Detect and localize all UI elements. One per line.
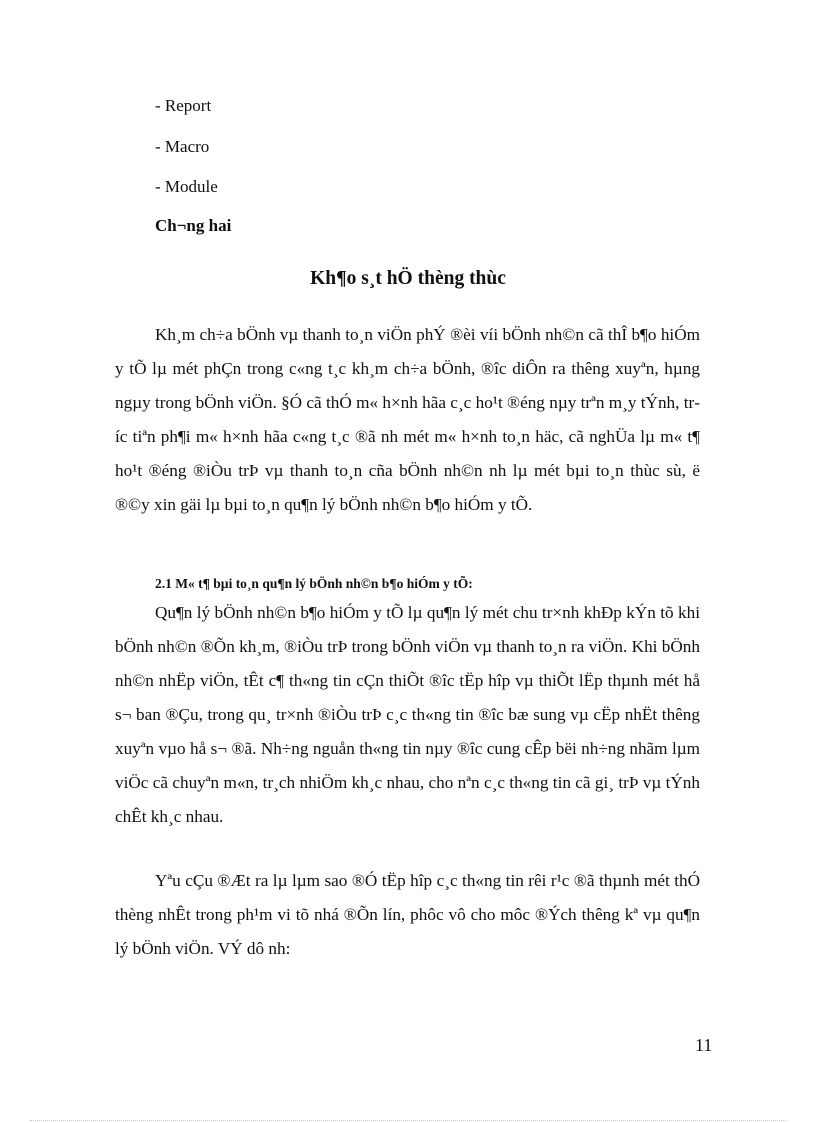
page-number: 11 [695,1035,713,1055]
section-title: Kh¶o s¸t hÖ thèng thùc [310,268,506,289]
paragraph-requirement: Yªu cÇu ®Æt ra lµ lµm sao ®Ó tËp hîp c¸c th«ng tin rêi r¹c ®ã thµnh mét thÓ thèng nhÊt trong ph¹m vi tõ nhá ®Õn lín, phôc vô cho môc ®Ých thêng kª vµ qu¶n lý bÖnh viÖn. VÝ dô nh: [115,871,700,958]
list-item-module: - Module [155,177,218,196]
paragraph-description: Qu¶n lý bÖnh nh©n b¶o hiÓm y tÕ lµ qu¶n lý mét chu tr×nh khÐp kÝn tõ khi bÖnh nh©n ®Õn kh¸m, ®iÒu trÞ trong bÖnh viÖn vµ thanh to¸n ra viÖn. Khi bÖnh nh©n nhËp viÖn, tÊt c¶ th«ng tin cÇn thiÕt ®îc tËp hîp vµ thiÕt lËp thµnh mét hå s¬ ban ®Çu, trong qu¸ tr×nh ®iÒu trÞ c¸c th«ng tin ®îc bæ sung vµ cËp nhËt thêng xuyªn vµo hå s¬ ®ã. Nh÷ng nguån th«ng tin nµy ®îc cung cÊp bëi nh÷ng nhãm lµm viÖc cã chuyªn m«n, tr¸ch nhiÖm kh¸c nhau, cho nªn c¸c th«ng tin cã gi¸ trÞ vµ tÝnh chÊt kh¸c nhau. [115,603,700,826]
sub-heading: 2.1 M« t¶ bµi to¸n qu¶n lý bÖnh nh©n b¶o hiÓm y tÕ: [155,576,473,591]
page-bottom-divider [30,1120,786,1121]
list-item-macro: - Macro [155,137,210,156]
paragraph-intro: Kh¸m ch÷a bÖnh vµ thanh to¸n viÖn phÝ ®èi víi bÖnh nh©n cã thÎ b¶o hiÓm y tÕ lµ mét phÇn trong c«ng t¸c kh¸m ch÷a bÖnh, ®îc diÔn ra thêng xuyªn, hµng ngµy trong bÖnh viÖn. §Ó cã thÓ m« h×nh hãa c¸c ho¹t ®éng nµy trªn m¸y tÝnh, tríc tiªn ph¶i m« h×nh hãa c«ng t¸c ®ã nh mét m« h×nh to¸n häc, cã nghÜa lµ m« t¶ ho¹t ®éng ®iÒu trÞ vµ thanh to¸n cña bÖnh nh©n nh lµ mét bµi to¸n thùc sù, ë ®©y xin gäi lµ bµi to¸n qu¶n lý bÖnh nh©n b¶o hiÓm y tÕ. [115,325,700,514]
chapter-label: Ch¬ng hai [155,216,232,235]
list-item-report: - Report [155,96,212,115]
